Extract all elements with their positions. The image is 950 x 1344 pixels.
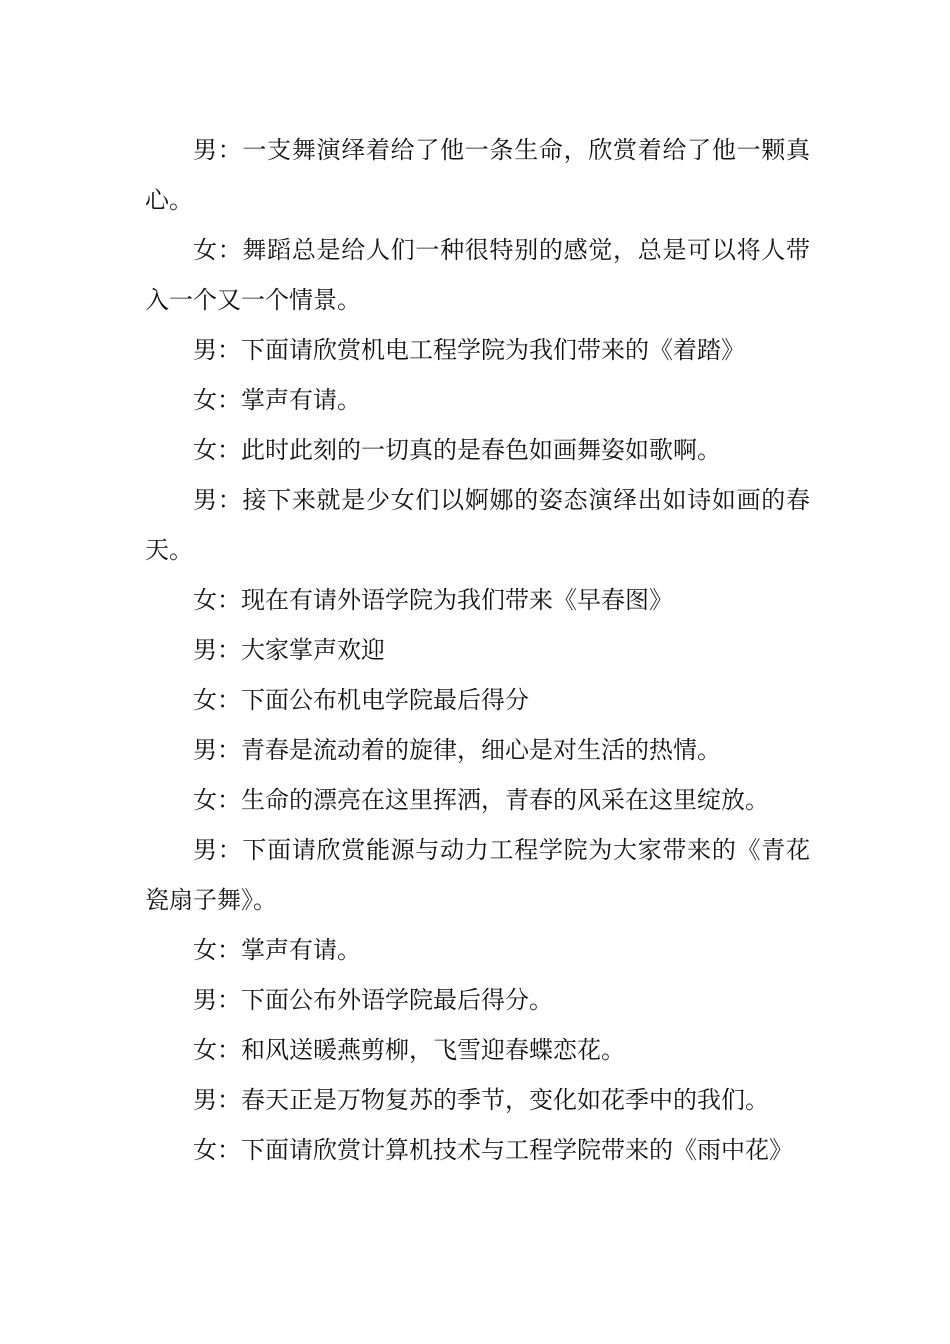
dialogue-line: 男：大家掌声欢迎 <box>193 636 385 664</box>
dialogue-line: 女：下面请欣赏计算机技术与工程学院带来的《雨中花》 <box>193 1136 793 1164</box>
dialogue-line: 男：下面请欣赏能源与动力工程学院为大家带来的《青花瓷扇子舞》。 <box>145 836 810 914</box>
dialogue-line: 女：此时此刻的一切真的是春色如画舞姿如歌啊。 <box>193 436 721 464</box>
dialogue-line: 女：生命的漂亮在这里挥洒，青春的风采在这里绽放。 <box>193 786 769 814</box>
dialogue-line: 女：舞蹈总是给人们一种很特别的感觉，总是可以将人带入一个又一个情景。 <box>145 236 810 314</box>
dialogue-line: 女：掌声有请。 <box>193 936 361 964</box>
dialogue-line: 女：掌声有请。 <box>193 386 361 414</box>
dialogue-line: 男：下面请欣赏机电工程学院为我们带来的《着踏》 <box>193 336 745 364</box>
dialogue-line: 女：现在有请外语学院为我们带来《早春图》 <box>193 586 673 614</box>
dialogue-line: 女：下面公布机电学院最后得分 <box>193 686 529 714</box>
dialogue-line: 男：下面公布外语学院最后得分。 <box>193 986 553 1014</box>
dialogue-line: 女：和风送暖燕剪柳，飞雪迎春蝶恋花。 <box>193 1036 625 1064</box>
dialogue-line: 男：春天正是万物复苏的季节，变化如花季中的我们。 <box>193 1086 769 1114</box>
dialogue-line: 男：青春是流动着的旋律，细心是对生活的热情。 <box>193 736 721 764</box>
dialogue-line: 男：接下来就是少女们以婀娜的姿态演绎出如诗如画的春天。 <box>145 486 810 564</box>
dialogue-line: 男：一支舞演绎着给了他一条生命，欣赏着给了他一颗真心。 <box>145 136 810 214</box>
document-body <box>145 125 810 1175</box>
